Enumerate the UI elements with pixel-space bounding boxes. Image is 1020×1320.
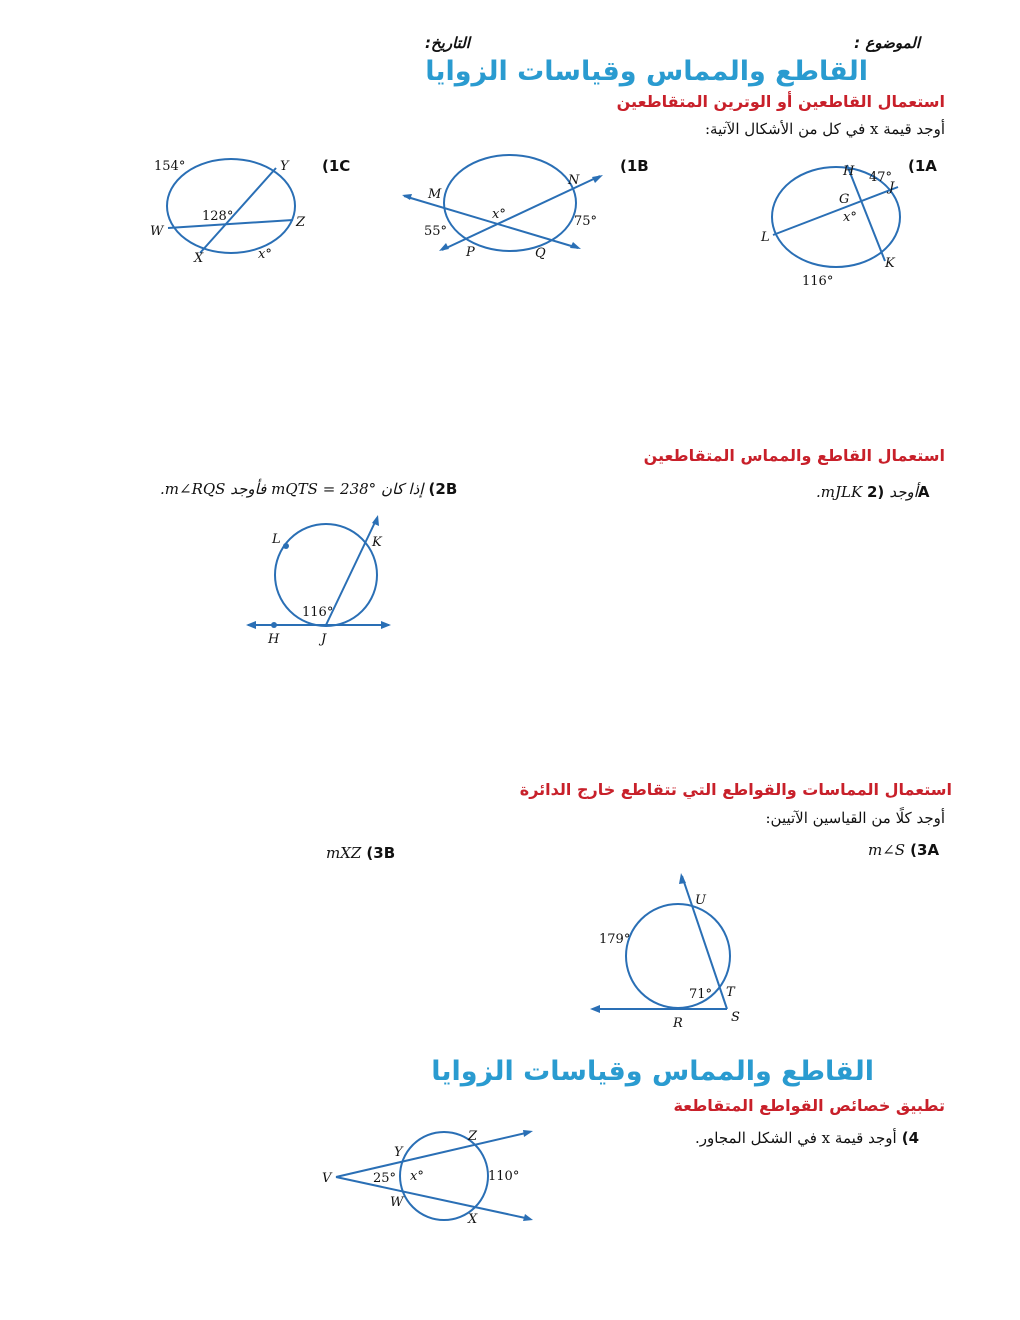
point-n: N <box>568 173 580 188</box>
question-2b: إذا كان mQTS = 238° فأوجد m∠RQS. (2B <box>160 480 458 498</box>
label-1c: (1C <box>322 157 351 175</box>
section1-instruction: أوجد قيمة x في كل من الأشكال الآتية: <box>704 120 945 138</box>
point-j: J <box>321 632 327 647</box>
question-3b: mXZ (3B <box>326 844 396 862</box>
arc-55: 55° <box>424 224 448 239</box>
point-t: T <box>726 985 735 1000</box>
section3-instruction: أوجد كلًا من القياسين الآتيين: <box>765 809 945 827</box>
point-h: H <box>268 632 280 647</box>
label-1a: (1A <box>908 157 937 175</box>
part2-title: القاطع والمماس وقياسات الزوايا <box>431 1056 874 1087</box>
subject-label: الموضوع : <box>854 34 920 52</box>
unknown-x: x° <box>492 207 506 222</box>
point-w: W <box>150 224 164 239</box>
point-g: G <box>839 192 850 207</box>
question-2a: .mJLK أوجد (2A <box>816 483 930 501</box>
arc-75: 75° <box>574 214 598 229</box>
page-title: القاطع والمماس وقياسات الزوايا <box>425 56 868 87</box>
label-1b: (1B <box>620 157 649 175</box>
question-4: أوجد قيمة x في الشكل المجاور. (4 <box>695 1129 920 1147</box>
arc-110: 110° <box>488 1169 520 1184</box>
arc-116: 116° <box>802 274 834 289</box>
point-z: Z <box>468 1129 478 1144</box>
point-k: K <box>885 256 895 271</box>
figure-1c <box>150 150 320 270</box>
figure-1a <box>755 155 915 295</box>
point-k: K <box>372 535 382 550</box>
section2-heading: استعمال القاطع والمماس المتقاطعين <box>643 446 945 465</box>
figure-4 <box>318 1122 543 1232</box>
arc-179: 179° <box>599 932 631 947</box>
point-l: L <box>761 230 770 245</box>
section1-heading: استعمال القاطعين أو الوترين المتقاطعين <box>616 92 945 111</box>
point-q: Q <box>535 246 546 261</box>
section3-heading: استعمال المماسات والقواطع التي تتقاطع خارج الدائرة <box>519 780 952 799</box>
angle-116: 116° <box>302 605 334 620</box>
point-m: M <box>428 187 442 202</box>
point-r: R <box>673 1016 683 1031</box>
figure-3 <box>585 870 755 1035</box>
arc-47: 47° <box>869 170 893 185</box>
question-3a: m∠S (3A <box>868 841 940 859</box>
point-p: P <box>466 245 475 260</box>
point-x: X <box>468 1212 478 1227</box>
point-w: W <box>390 1195 404 1210</box>
point-z: Z <box>296 215 306 230</box>
point-v: V <box>322 1171 332 1186</box>
figure-1b <box>398 150 613 270</box>
point-y: Y <box>394 1145 403 1160</box>
figure-2 <box>244 512 394 652</box>
point-x: X <box>194 251 204 266</box>
angle-71: 71° <box>689 987 713 1002</box>
point-h: H <box>843 164 855 179</box>
angle-128: 128° <box>202 209 234 224</box>
point-l: L <box>272 532 281 547</box>
arc-154: 154° <box>154 159 186 174</box>
unknown-x: x° <box>410 1169 424 1184</box>
unknown-x: x° <box>843 210 857 225</box>
point-j: J <box>889 180 895 195</box>
date-label: التاريخ: <box>425 34 470 52</box>
unknown-x: x° <box>258 247 272 262</box>
point-s: S <box>731 1010 740 1025</box>
point-y: Y <box>280 159 289 174</box>
point-u: U <box>695 893 706 908</box>
part2-heading: تطبيق خصائص القواطع المتقاطعة <box>673 1096 945 1115</box>
angle-25: 25° <box>373 1171 397 1186</box>
